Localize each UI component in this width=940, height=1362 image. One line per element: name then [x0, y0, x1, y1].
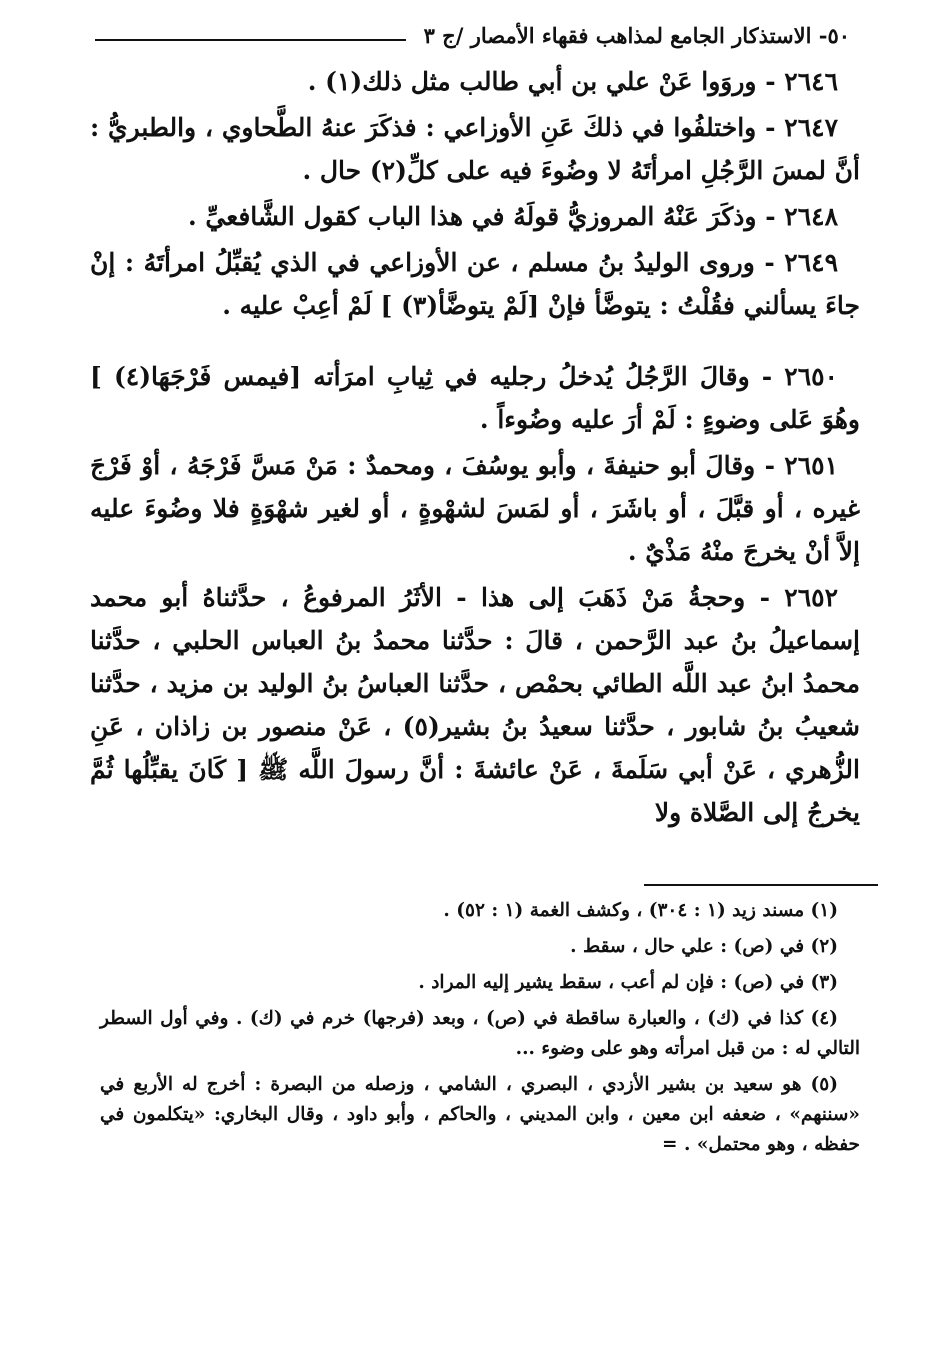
paragraph-2646: ٢٦٤٦ - وروَوا عَنْ علي بن أبي طالب مثل ذلك(١) .	[307, 67, 838, 96]
page-header	[95, 18, 850, 52]
paragraph-2649: ٢٦٤٩ - وروى الوليدُ بنُ مسلم ، عن الأوزاعي في الذي يُقبِّلُ امرأتَهُ : إنْ جاءَ يسألني فقُلْتُ : يتوضَّأ فإنْ [لَمْ يتوضَّأ(٣) ] لَمْ أعِبْ عليه .	[90, 248, 860, 320]
footnote-3: (٣) في (ص) : فإن لم أعب ، سقط يشير إليه المراد .	[418, 972, 838, 993]
paragraph-2650: ٢٦٥٠ - وقالَ الرَّجُلُ يُدخلُ رجليه في ثِيابِ امرَأته [فيمس فَرْجَهَا(٤) ] وهُوَ عَلى وضوءٍ : لَمْ أرَ عليه وضُوءاً .	[90, 362, 860, 434]
footnote-1: (١) مسند زيد (١ : ٣٠٤) ، وكشف الغمة (١ : ٥٢) .	[443, 900, 838, 921]
paragraph-2647: ٢٦٤٧ - واختلفُوا في ذلكَ عَنِ الأوزاعي : فذكَرَ عنهُ الطَّحاوي ، والطبريُّ : أنَّ لمسَ الرَّجُلِ امرأتَهُ لا وضُوءَ فيه على كلِّ(٢) حال .	[90, 113, 860, 185]
paragraph-2651: ٢٦٥١ - وقالَ أبو حنيفةَ ، وأبو يوسُفَ ، ومحمدٌ : مَنْ مَسَّ فَرْجَهُ ، أوْ فَرْجَ غيره ، أو قبَّلَ ، أو باشَرَ ، أو لمَسَ لشهْوةٍ ، أو لغير شهْوَةٍ فلا وضُوءَ عليه إلاَّ أنْ يخرجَ منْهُ مَذْيٌ .	[90, 451, 860, 566]
main-text	[90, 60, 860, 837]
footnote-4: (٤) كذا في (ك) ، والعبارة ساقطة في (ص) ، وبعد (فرجها) خرم في (ك) . وفي أول السطر التالي له : من قبل امرأته وهو على وضوء ...	[100, 1008, 860, 1059]
running-title: ٥٠- الاستذكار الجامع لمذاهب فقهاء الأمصار /ج ٣	[423, 22, 850, 48]
paragraph-2648: ٢٦٤٨ - وذكَرَ عَنْهُ المروزيُّ قولَهُ في هذا الباب كقول الشَّافعيِّ .	[188, 202, 838, 231]
footnotes	[100, 896, 860, 1166]
header-rule	[95, 39, 406, 41]
paragraph-2652: ٢٦٥٢ - وحجةُ مَنْ ذَهَبَ إلى هذا - الأثَرُ المرفوعُ ، حدَّثناهُ أبو محمد إسماعيلُ بنُ عبد الرَّحمن ، قالَ : حدَّثنا محمدُ بنُ العباس الحلبي ، حدَّثنا محمدُ ابنُ عبد اللَّه الطائي بحمْص ، حدَّثنا العباسُ بنُ الوليد بن مزيد ، حدَّثنا شعيبُ بنُ شابور ، حدَّثنا سعيدُ بنُ بشير(٥) ، عَنْ منصور بن زاذان ، عَنِ الزُّهري ، عَنْ أبي سَلَمةَ ، عَنْ عائشةَ : أنَّ رسولَ اللَّه ﷺ [ كَانَ يقبِّلُها ثُمَّ يخرجُ إلى الصَّلاة ولا	[90, 583, 860, 827]
footnote-separator	[644, 884, 878, 886]
footnote-2: (٢) في (ص) : علي حال ، سقط .	[570, 936, 838, 957]
footnote-5: (٥) هو سعيد بن بشير الأزدي ، البصري ، الشامي ، وزصله من البصرة : أخرج له الأربع في «سننهم» ، ضعفه ابن معين ، وابن المديني ، والحاكم ، وأبو داود ، وقال البخاري: «يتكلمون في حفظه ، وهو محتمل» . =	[100, 1074, 860, 1155]
